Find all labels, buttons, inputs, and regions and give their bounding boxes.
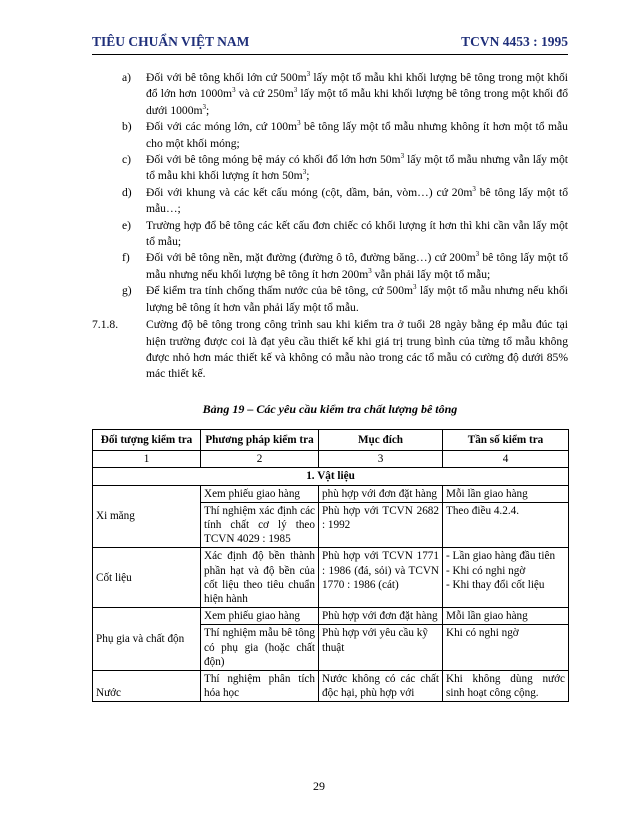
column-header: Đối tượng kiểm tra [93,430,201,451]
table-row [93,671,569,702]
list-item [92,185,568,218]
list-item-text: ; [206,103,210,117]
superscript: 3 [232,86,236,95]
column-header: Phương pháp kiểm tra [201,430,319,451]
superscript: 3 [413,283,417,292]
superscript: 3 [306,70,311,79]
list-item-text: Đối với các móng lớn, cứ 100m [146,120,298,134]
superscript: 3 [368,267,372,276]
list-item-text: Trường hợp đổ bê tông các kết cấu đơn chiếc có khối lượng ít hơn thì khi cần vẫn lấy một tổ mẫu; [146,218,568,249]
superscript: 3 [472,184,476,193]
purpose-cell: Phù hợp với TCVN 1771 : 1986 (đá, sỏi) và TCVN 1770 : 1986 (cát) [319,548,443,608]
frequency-line: - Lần giao hàng đầu tiên [446,550,556,563]
column-number: 1 [93,451,201,468]
object-cell: Xi măng [93,485,201,548]
list-item-text: bê tông lấy một tổ mẫu nhưng không ít hơn một tổ mẫu cho một khối móng; [146,120,568,150]
list-item [92,119,568,152]
frequency-line: - Khi thay đổi cốt liệu [446,578,545,591]
frequency-cell: Mỗi lần giao hàng [443,608,569,625]
table-header-row [93,430,569,451]
table-row [93,548,569,608]
object-cell: Phụ gia và chất độn [93,608,201,671]
object-cell: Nước [93,671,201,702]
list-item [92,218,568,251]
list-item-label: a) [122,71,132,84]
list-item-text: lấy một tổ mẫu khi khối lượng bê tông trong một khối đổ lớn hơn 1000m [146,71,569,101]
header-standard-code: TCVN 4453 : 1995 [461,34,568,49]
list-item-text: lấy một tổ mẫu nhưng vẫn lấy một tổ mẫu khi khối lượng ít hơn 50m [146,153,568,183]
list-item-label: d) [122,185,132,199]
list-item [92,70,568,119]
method-cell: Thí nghiệm xác định các tính chất cơ lý theo TCVN 4029 : 1985 [201,502,319,548]
list-item-text: Đối với bê tông nền, mặt đường (đường ô tô, đường băng…) cứ 200m [146,251,476,265]
frequency-cell [443,548,569,608]
superscript: 3 [297,119,301,128]
document-body [92,70,568,383]
purpose-cell: Phù hợp với TCVN 2682 : 1992 [319,502,443,548]
list-item-label: f) [122,251,130,265]
list-item-text: và cứ 250m [235,87,294,101]
superscript: 3 [475,250,480,259]
page-number: 29 [313,779,325,793]
clause-text: Cường độ bê tông trong công trình sau khi kiểm tra ở tuổi 28 ngày bằng ép mẫu đúc tại hiện trường được coi là đạt yêu cầu thiết kế khi giá trị trung bình của từng tổ mẫu không được nhỏ hơn mác thiết kế và không có mẫu nào trong các tổ mẫu có cường độ dưới 85% mác thiết kế. [146,318,568,381]
superscript: 3 [202,102,207,111]
list-item-text: vẫn phải lấy một tổ mẫu; [371,267,491,281]
table-row [93,485,569,502]
superscript: 3 [302,168,307,177]
purpose-cell: Phù hợp với đơn đặt hàng [319,608,443,625]
list-item-label: e) [122,218,132,232]
list-item-text: ; [306,169,310,183]
header-standard-name: TIÊU CHUẨN VIỆT NAM [92,34,250,49]
list-item-text: lấy một tổ mẫu khi khối lượng bê tông trong một khối đổ dưới 1000m [146,87,568,117]
purpose-cell: Phù hợp với yêu cầu kỹ thuật [319,625,443,671]
purpose-cell: Nước không có các chất độc hại, phù hợp với [319,671,443,702]
list-item [92,152,568,185]
list-item [92,283,568,316]
frequency-line: - Khi có nghi ngờ [446,564,526,577]
list-item-label: b) [122,120,132,134]
method-cell: Thí nghiệm phân tích hóa học [201,671,319,702]
frequency-cell: Theo điều 4.2.4. [443,502,569,548]
list-item-text: Đối với bê tông móng bệ máy có khối đổ lớn hơn 50m [146,153,401,167]
list-item-text: bê tông lấy một tổ mẫu nhưng nếu khối lượng bê tông ít hơn 200m [146,251,568,281]
section-row [93,468,569,485]
method-cell: Xác định độ bền thành phần hạt và độ bền của cốt liệu theo tiêu chuẩn hiện hành [201,548,319,608]
method-cell: Xem phiếu giao hàng [201,485,319,502]
list-item-label: g) [122,284,132,298]
list-item-text: Đối với khung và các kết cấu móng (cột, dầm, bản, vòm…) cứ 20m [146,185,473,199]
column-header: Tần số kiểm tra [443,430,569,451]
method-cell: Thí nghiệm mẫu bê tông có phụ gia (hoặc chất độn) [201,625,319,671]
clause-number: 7.1.8. [92,318,119,332]
list-item-text: bê tông lấy một tổ mẫu…; [146,185,569,216]
frequency-cell: Khi có nghi ngờ [443,625,569,671]
method-cell: Xem phiếu giao hàng [201,608,319,625]
superscript: 3 [293,86,298,95]
frequency-cell: Mỗi lần giao hàng [443,485,569,502]
list-item [92,250,568,283]
table-row [93,608,569,625]
section-title: 1. Vật liệu [93,468,569,485]
frequency-cell: Khi không dùng nước sinh hoạt công cộng. [443,671,569,702]
object-cell: Cốt liệu [93,548,201,608]
list-item-text: lấy một tổ mẫu nhưng nếu khối lượng bê tông ít hơn vẫn phải lấy một tổ mẫu. [146,284,568,314]
table-title: Bảng 19 – Các yêu cầu kiểm tra chất lượng bê tông [202,402,458,416]
column-number: 2 [201,451,319,468]
superscript: 3 [400,152,405,161]
column-number: 3 [319,451,443,468]
column-number: 4 [443,451,569,468]
purpose-cell: phù hợp với đơn đặt hàng [319,485,443,502]
column-number-row [93,451,569,468]
clause-7-1-8 [92,317,568,383]
list-item-label: c) [122,153,132,167]
list-item-text: Đối với bê tông khối lớn cứ 500m [146,71,307,84]
sampling-rules-list [92,70,568,316]
column-header: Mục đích [319,430,443,451]
quality-control-table [92,429,569,702]
page-header [92,28,568,55]
list-item-text: Để kiểm tra tính chống thấm nước của bê tông, cứ 500m [146,284,414,298]
